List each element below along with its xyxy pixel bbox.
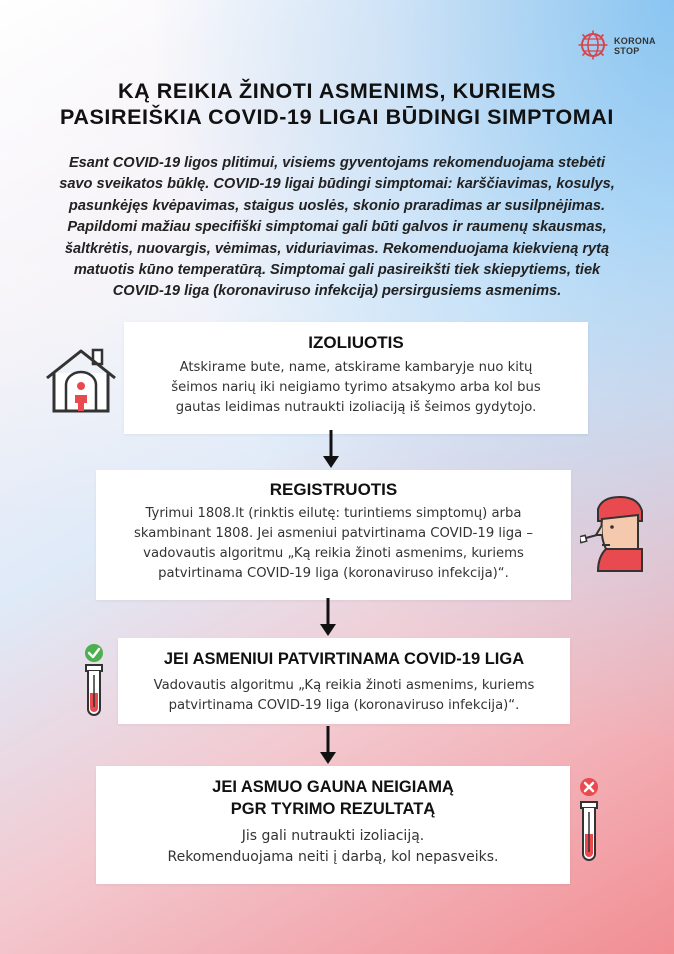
card-line: Rekomenduojama neiti į darbą, kol nepasveiks.	[167, 849, 499, 865]
card-register-title: REGISTRUOTIS	[269, 480, 398, 499]
test-tube-cross-icon	[575, 776, 605, 866]
card-line: Jis gali nutraukti izoliaciją.	[241, 828, 425, 844]
intro-line: matuotis kūno temperatūrą. Simptomai gali pasireikšti tiek skiepytiems, tiek	[73, 262, 601, 279]
title-line-2: PASIREIŠKIA COVID-19 LIGAI BŪDINGI SIMPTOMAI	[60, 105, 614, 129]
card-line: vadovautis algoritmu „Ką reikia žinoti asmenims, kuriems	[143, 546, 524, 561]
card-negative-title-line-1: JEI ASMUO GAUNA NEIGIAMĄ	[212, 778, 454, 796]
card-line: patvirtinama COVID-19 liga (koronaviruso infekcija)“.	[158, 566, 509, 581]
nose-swab-icon	[580, 495, 650, 573]
card-positive-title: JEI ASMENIUI PATVIRTINAMA COVID-19 LIGA	[163, 650, 525, 668]
card-line: gautas leidimas nutraukti izoliaciją iš šeimos gydytojo.	[175, 400, 537, 415]
intro-line: Esant COVID-19 ligos plitimui, visiems gyventojams rekomenduojama stebėti	[68, 155, 606, 171]
globe-icon	[578, 30, 608, 60]
intro-line: šaltkrėtis, nuovargis, vėmimas, viduriavimas. Rekomenduojama kiekvieną rytą	[64, 240, 610, 257]
intro-line: savo sveikatos būklę. COVID-19 ligai būdingi simptomai: karščiavimas, kosulys,	[59, 176, 615, 193]
arrow-down-icon	[318, 598, 338, 638]
card-line: šeimos narių iki neigiamo tyrimo atsakymo arba kol bus	[171, 380, 541, 395]
intro-paragraph	[44, 153, 630, 303]
card-line: Atskirame bute, name, atskirame kambaryje nuo kitų	[179, 360, 533, 375]
intro-line: pasunkėjęs kvėpavimas, staigus uoslės, skonio praradimas ar susilpnėjimas.	[68, 197, 606, 214]
page-title	[30, 78, 644, 130]
card-register-body	[96, 504, 571, 584]
card-negative-title	[96, 776, 570, 820]
logo-line-1: KORONA	[614, 36, 656, 46]
arrow-down-icon	[318, 726, 338, 766]
card-positive-body	[118, 676, 570, 716]
card-isolate-title: IZOLIUOTIS	[308, 333, 404, 352]
card-isolate	[124, 322, 588, 434]
intro-line: COVID-19 liga (koronaviruso infekcija) persirgusiems asmenims.	[112, 283, 562, 300]
card-negative	[96, 766, 570, 884]
card-register	[96, 470, 571, 600]
test-tube-check-icon	[80, 643, 110, 721]
arrow-down-icon	[321, 430, 341, 470]
logo-line-2: STOP	[614, 46, 640, 56]
house-person-icon	[44, 345, 118, 415]
card-line: patvirtinama COVID-19 liga (koronaviruso infekcija)“.	[168, 698, 520, 713]
intro-line: Papildomi mažiau specifiški simptomai gali būti galvos ir raumenų skausmas,	[67, 219, 607, 236]
card-isolate-body	[124, 358, 588, 418]
card-negative-title-line-2: PGR TYRIMO REZULTATĄ	[230, 800, 436, 818]
card-negative-body	[96, 826, 570, 868]
korona-stop-logo	[578, 30, 658, 62]
card-line: Vadovautis algoritmu „Ką reikia žinoti asmenims, kuriems	[153, 678, 535, 693]
card-line: skambinant 1808. Jei asmeniui patvirtinama COVID-19 liga –	[134, 526, 533, 541]
logo-text	[614, 36, 656, 56]
card-line: Tyrimui 1808.lt (rinktis eilutę: turintiems simptomų) arba	[145, 506, 522, 521]
card-positive	[118, 638, 570, 724]
title-line-1: KĄ REIKIA ŽINOTI ASMENIMS, KURIEMS	[117, 79, 557, 103]
